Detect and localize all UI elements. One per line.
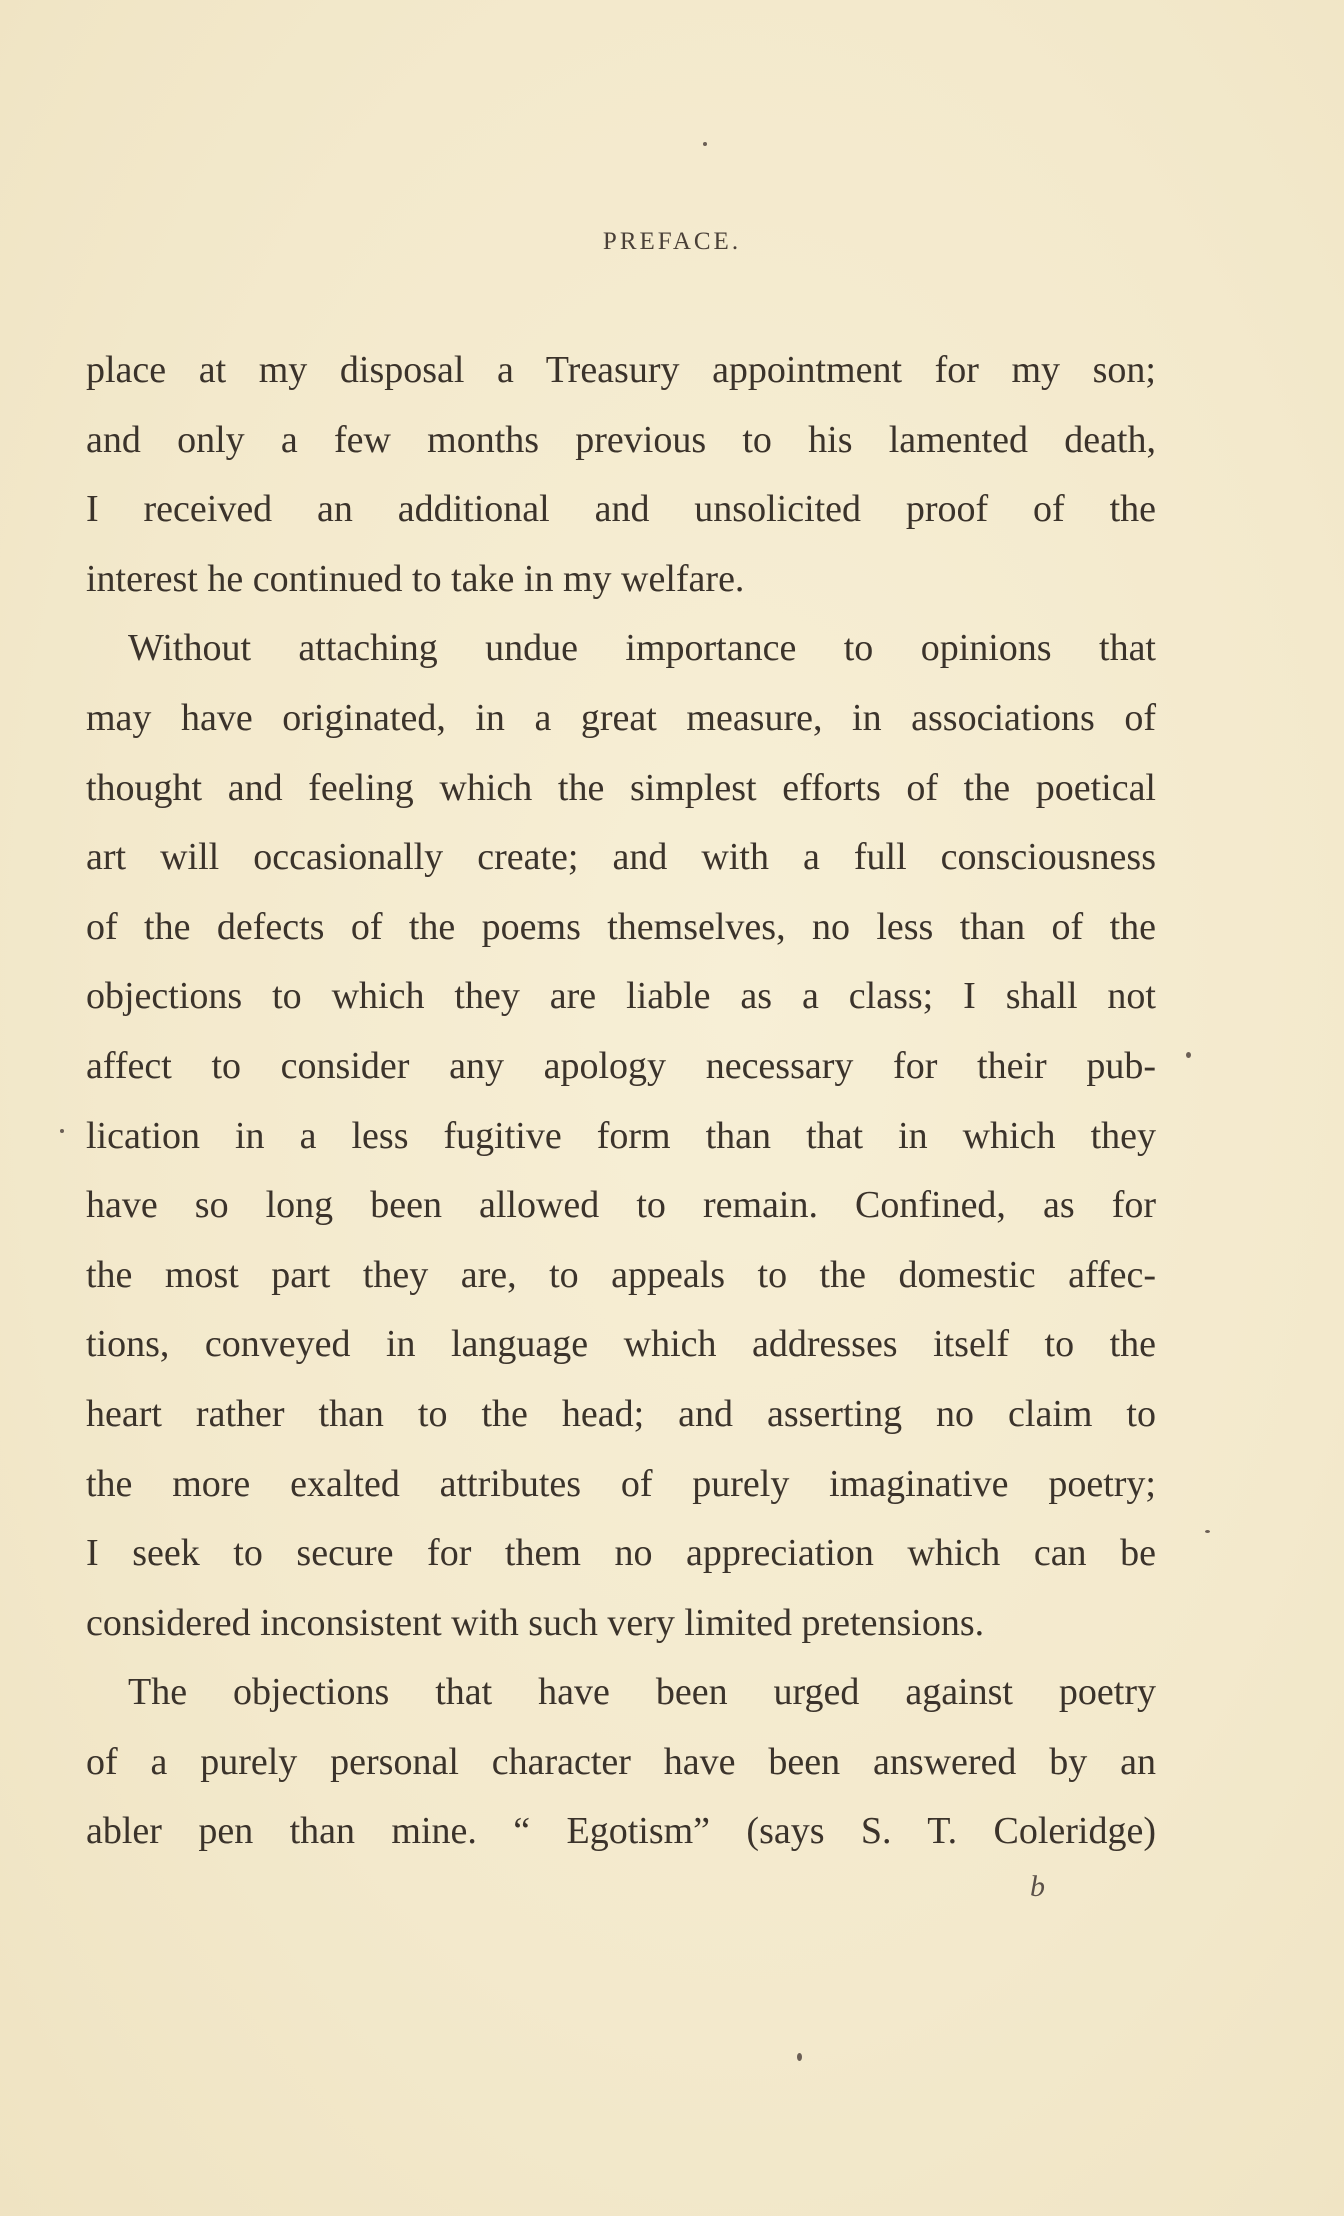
text-line: interest he continued to take in my welfare.: [86, 557, 745, 600]
paper-speck: [1186, 1052, 1191, 1058]
text-line: thought and feeling which the simplest efforts of the poetical: [86, 766, 1156, 809]
paper-speck: [1205, 1530, 1210, 1533]
text-line: affect to consider any apology necessary for their pub-: [86, 1044, 1156, 1087]
text-line: and only a few months previous to his lamented death,: [86, 418, 1156, 461]
signature-mark: b: [1030, 1870, 1045, 1903]
paper-speck: [703, 142, 707, 146]
text-line: objections to which they are liable as a class; I shall not: [86, 975, 1156, 1018]
text-line: the more exalted attributes of purely imaginative poetry;: [86, 1462, 1156, 1505]
text-line: the most part they are, to appeals to the domestic affec-: [86, 1253, 1156, 1296]
text-line: tions, conveyed in language which addresses itself to the: [86, 1323, 1156, 1366]
text-line: have so long been allowed to remain. Confined, as for: [86, 1184, 1156, 1227]
text-line: Without attaching undue importance to opinions that: [128, 627, 1156, 670]
text-line: lication in a less fugitive form than that in which they: [86, 1114, 1156, 1157]
running-head: PREFACE.: [602, 228, 742, 255]
text-line: heart rather than to the head; and asserting no claim to: [86, 1392, 1156, 1435]
text-line: I seek to secure for them no appreciation which can be: [86, 1532, 1156, 1575]
text-line: place at my disposal a Treasury appointment for my son;: [86, 349, 1156, 391]
body-text: [86, 336, 1156, 1867]
text-line: The objections that have been urged against poetry: [128, 1671, 1156, 1714]
text-line: of a purely personal character have been answered by an: [86, 1740, 1156, 1783]
paper-speck: [797, 2053, 802, 2061]
text-line: art will occasionally create; and with a full consciousness: [86, 836, 1156, 879]
text-line: I received an additional and unsolicited proof of the: [86, 488, 1156, 531]
paper-speck: [60, 1129, 64, 1133]
text-line: of the defects of the poems themselves, no less than of the: [86, 905, 1156, 948]
text-line: may have originated, in a great measure, in associations of: [86, 696, 1156, 739]
text-line: abler pen than mine. “ Egotism” (says S. T. Coleridge): [86, 1810, 1156, 1853]
text-line: considered inconsistent with such very limited pretensions.: [86, 1601, 985, 1644]
